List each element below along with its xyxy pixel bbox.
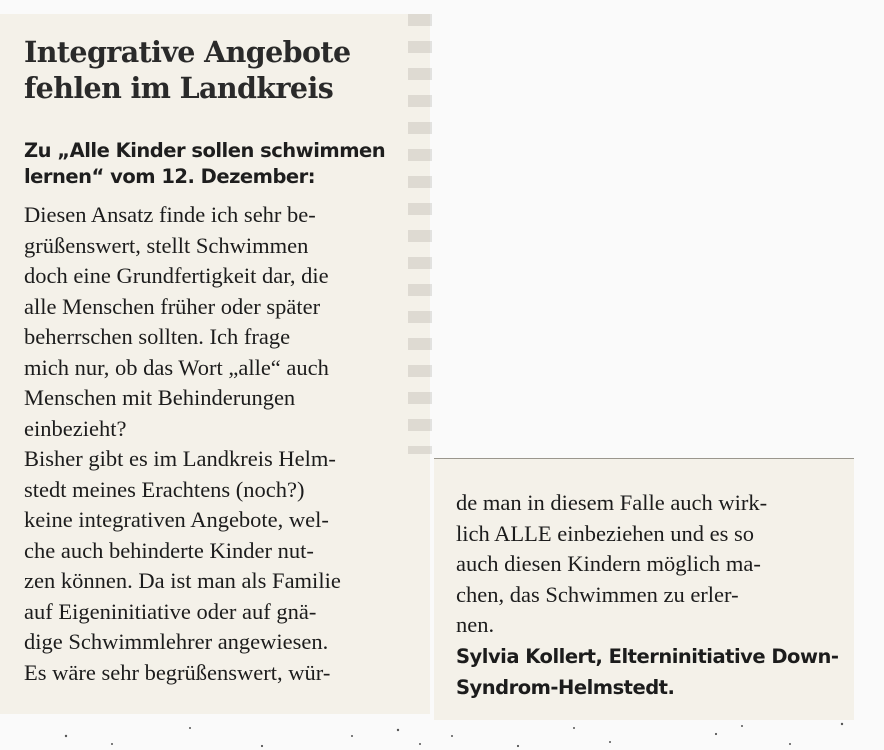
headline-line: Integrative Angebote xyxy=(24,35,351,69)
body-line: chen, das Schwimmen zu erler- xyxy=(456,581,739,607)
reference-line: Zu „Alle Kinder sollen schwimmen xyxy=(24,139,386,162)
body-line: Bisher gibt es im Landkreis Helm- xyxy=(24,446,336,471)
letter-signature: Syndrom-Helmstedt. xyxy=(456,675,675,699)
body-line: alle Menschen früher oder später xyxy=(24,293,321,319)
body-line: nen. xyxy=(456,612,495,637)
body-line: doch eine Grundfertigkeit dar, die xyxy=(24,263,329,288)
body-line: keine integrativen Angebote, wel- xyxy=(24,507,329,532)
body-line: Menschen mit Behinderungen xyxy=(24,385,296,410)
body-line: grüßenswert, stellt Schwimmen xyxy=(24,232,309,258)
body-line: Diesen Ansatz finde ich sehr be- xyxy=(24,202,316,227)
letter-body-left xyxy=(24,200,424,688)
reference-line: lernen“ vom 12. Dezember: xyxy=(24,165,316,188)
body-line: beherrschen sollten. Ich frage xyxy=(24,324,291,349)
body-line: lich ALLE einbeziehen und es so xyxy=(456,520,755,546)
body-line: auf Eigeninitiative oder auf gnä- xyxy=(24,598,317,624)
body-line: mich nur, ob das Wort „alle“ auch xyxy=(24,354,329,380)
body-line: stedt meines Erachtens (noch?) xyxy=(24,476,305,502)
letter-body-right xyxy=(456,488,856,703)
body-line: Es wäre sehr begrüßenswert, wür- xyxy=(24,659,331,685)
headline-line: fehlen im Landkreis xyxy=(24,71,334,105)
body-line: auch diesen Kindern möglich ma- xyxy=(456,551,761,576)
column-divider-rule xyxy=(434,458,854,459)
body-line: zen können. Da ist man als Familie xyxy=(24,568,341,593)
letter-signature: Sylvia Kollert, Elterninitiative Down- xyxy=(456,644,839,668)
body-line: dige Schwimmlehrer angewiesen. xyxy=(24,629,329,654)
letter-headline xyxy=(24,34,414,106)
body-line: che auch behinderte Kinder nut- xyxy=(24,537,314,563)
body-line: einbezieht? xyxy=(24,415,127,441)
body-line: de man in diesem Falle auch wirk- xyxy=(456,490,768,515)
letter-reference xyxy=(24,138,419,190)
scan-specks xyxy=(0,716,884,750)
